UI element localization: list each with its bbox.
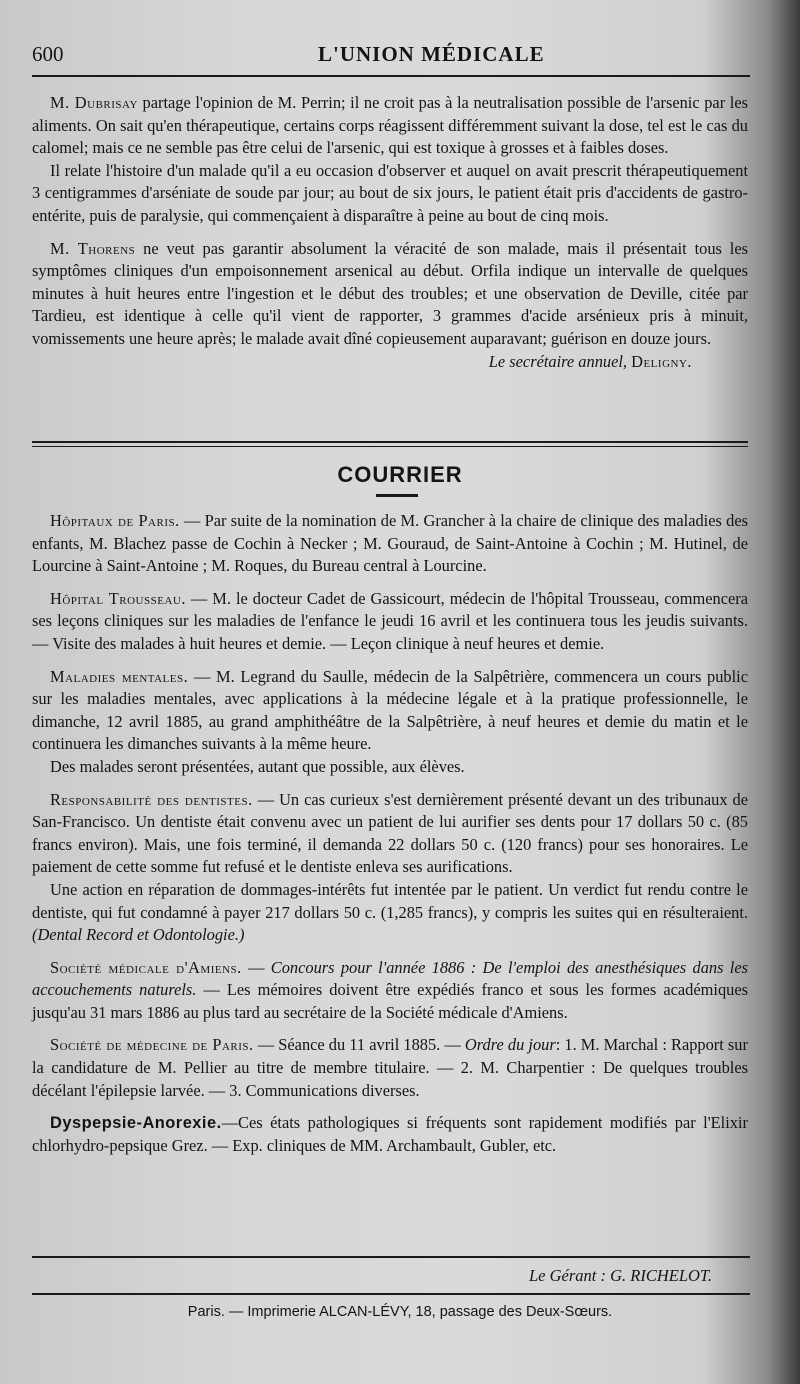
paragraph-text: ne veut pas garantir absolument la véracité de son malade, mais il présentait tous les symptômes cliniques d'un empoisonnement arsenical au début. Orfila indique un intervalle de quelques minutes à huit heures entre l'ingestion et le début des troubles; et une observation de Deville, citée par Tardieu, est identique à celle qu'il vient de rapporter, 3 grammes d'acide arsénieux pris à minuit, vomissements une heure après; le malade avait dîné copieusement auparavant; guérison en douze jours. (32, 238, 748, 348)
advert (32, 1112, 748, 1157)
speaker-name: M. Thorens (50, 238, 136, 258)
item-heading: Hôpitaux de Paris. (50, 511, 180, 530)
section-rule-bottom (32, 446, 748, 447)
paragraph-text: partage l'opinion de M. Perrin; il ne croit pas à la neutralisation possible de l'arsenic par les aliments. On sait qu'en thérapeutique, certains corps réagissent différemment suivant la dose, tel est le cas du calomel; mais ce ne semble pas être celui de l'arsenic, qui est toxique à grosses et à faibles doses. (32, 93, 748, 158)
item-heading: Maladies mentales. (50, 666, 189, 686)
session-report (32, 92, 748, 373)
footer-rule-top (32, 1256, 750, 1258)
item-dentistes-extra (32, 879, 748, 947)
item-amiens (32, 957, 748, 1025)
paragraph-text: Il relate l'histoire d'un malade qu'il a eu occasion d'observer et auquel on avait prescrit thérapeutiquement 3 centigrammes d'arséniate de soude par jour; au bout de six jours, le patient était pris d'accidents de gastro-entérite, puis de paralysie, qui commençaient à disparaître à peine au bout de cinq mois. (32, 160, 748, 225)
page-number: 600 (32, 42, 64, 66)
footer-rule-bottom (32, 1293, 750, 1295)
signature-name: Deligny. (631, 351, 692, 371)
header-rule (32, 75, 750, 77)
item-heading: Société médicale d'Amiens. (50, 957, 242, 977)
imprint-line: Paris. — Imprimerie ALCAN-LÉVY, 18, passage des Deux-Sœurs. (187, 1304, 613, 1320)
paragraph-dubrisay (32, 92, 748, 160)
running-title: L'UNION MÉDICALE (318, 42, 545, 66)
paragraph-malade (32, 160, 748, 228)
signature (32, 351, 748, 374)
item-trousseau (32, 588, 748, 656)
title-underline (376, 494, 418, 497)
advert-term: Dyspepsie-Anorexie. (50, 1114, 222, 1133)
item-italic: Concours pour l'année 1886 : De l'emploi des anesthésiques dans les accouchements naturels. (32, 957, 748, 1000)
item-text: — (248, 957, 265, 977)
item-text: — Par suite de la nomination de M. Grancher à la chaire de clinique des maladies des enfants, M. Blachez passe de Cochin à Necker ; M. Gouraud, de Saint-Antoine à Cochin ; M. Hutinel, de Lourcine à Saint-Antoine ; M. Roques, du Bureau central à Lourcine. (32, 511, 748, 576)
item-text: : 1. M. Marchal : Rapport sur la candidature de M. Pellier au titre de membre titulaire. — 2. M. Charpentier : De quelques troubles décélant l'épilepsie larvée. — 3. Communications diverses. (32, 1035, 748, 1100)
section-title: COURRIER (337, 462, 463, 487)
item-maladies-mentales (32, 666, 748, 756)
item-maladies-extra (32, 756, 748, 779)
item-text: — M. Legrand du Saulle, médecin de la Salpêtrière, commencera un cours public sur les maladies mentales, avec applications à la médecine légale et à la pratique professionnelle, le dimanche, 12 avril 1885, au grand amphithéâtre de la Salpêtrière, à neuf heures et demie du matin et le continuera les dimanches suivants à la même heure. (32, 666, 748, 754)
item-heading: Société de médecine de Paris. (50, 1035, 254, 1055)
item-heading: Hôpital Trousseau. (50, 588, 186, 608)
advert-text: —Ces états pathologiques si fréquents sont rapidement modifiés par l'Elixir chlorhydro-pepsique Grez. — Exp. cliniques de MM. Archambault, Gubler, etc. (32, 1113, 748, 1155)
gerant: Le Gérant : G. RICHELOT. (528, 1266, 712, 1285)
courrier-section (32, 510, 748, 1157)
item-text: — Un cas curieux s'est dernièrement présenté devant un des tribunaux de San-Francisco. Un dentiste était convenu avec un patient de lui aurifier ses dents pour 17 dollars 50 c. (85 francs environ). Mais, une fois terminé, il demanda 22 dollars 50 c. (120 francs) pour ses honoraires. Le paiement de cette somme fut refusé et le dentiste enleva ses aurifications. (32, 789, 748, 877)
page-header (32, 40, 732, 68)
signature-role: Le secrétaire annuel, (488, 351, 628, 371)
item-text: — Séance du 11 avril 1885. — (257, 1035, 461, 1055)
item-text: Des malades seront présentées, autant que possible, aux élèves. (50, 756, 465, 776)
speaker-name: M. Dubrisay (50, 93, 138, 112)
item-text: — M. le docteur Cadet de Gassicourt, médecin de l'hôpital Trousseau, commencera ses leçons cliniques sur les maladies de l'enfance le jeudi 16 avril et les continuera tous les jeudis suivants. — Visite des malades à huit heures et demie. — Leçon clinique à neuf heures et demie. (32, 588, 748, 653)
item-hopitaux (32, 510, 748, 578)
item-source: (Dental Record et Odontologie.) (32, 925, 245, 945)
item-societe-paris (32, 1034, 748, 1102)
item-italic: Ordre du jour (464, 1035, 556, 1055)
gerant-line (32, 1266, 712, 1286)
paragraph-thorens (32, 238, 748, 351)
item-heading: Responsabilité des dentistes. (50, 789, 253, 809)
item-dentistes (32, 789, 748, 879)
item-text: — Les mémoires doivent être expédiés franco et sous les formes académiques jusqu'au 31 mars 1886 au plus tard au secrétaire de la Société médicale d'Amiens. (32, 980, 748, 1022)
item-text: Une action en réparation de dommages-intérêts fut intentée par le patient. Un verdict fut rendu contre le dentiste, qui fut condamné à payer 217 dollars 50 c. (1,285 francs), y compris les suites qui en résulteraient. (32, 879, 748, 922)
section-rule-top (32, 441, 748, 443)
